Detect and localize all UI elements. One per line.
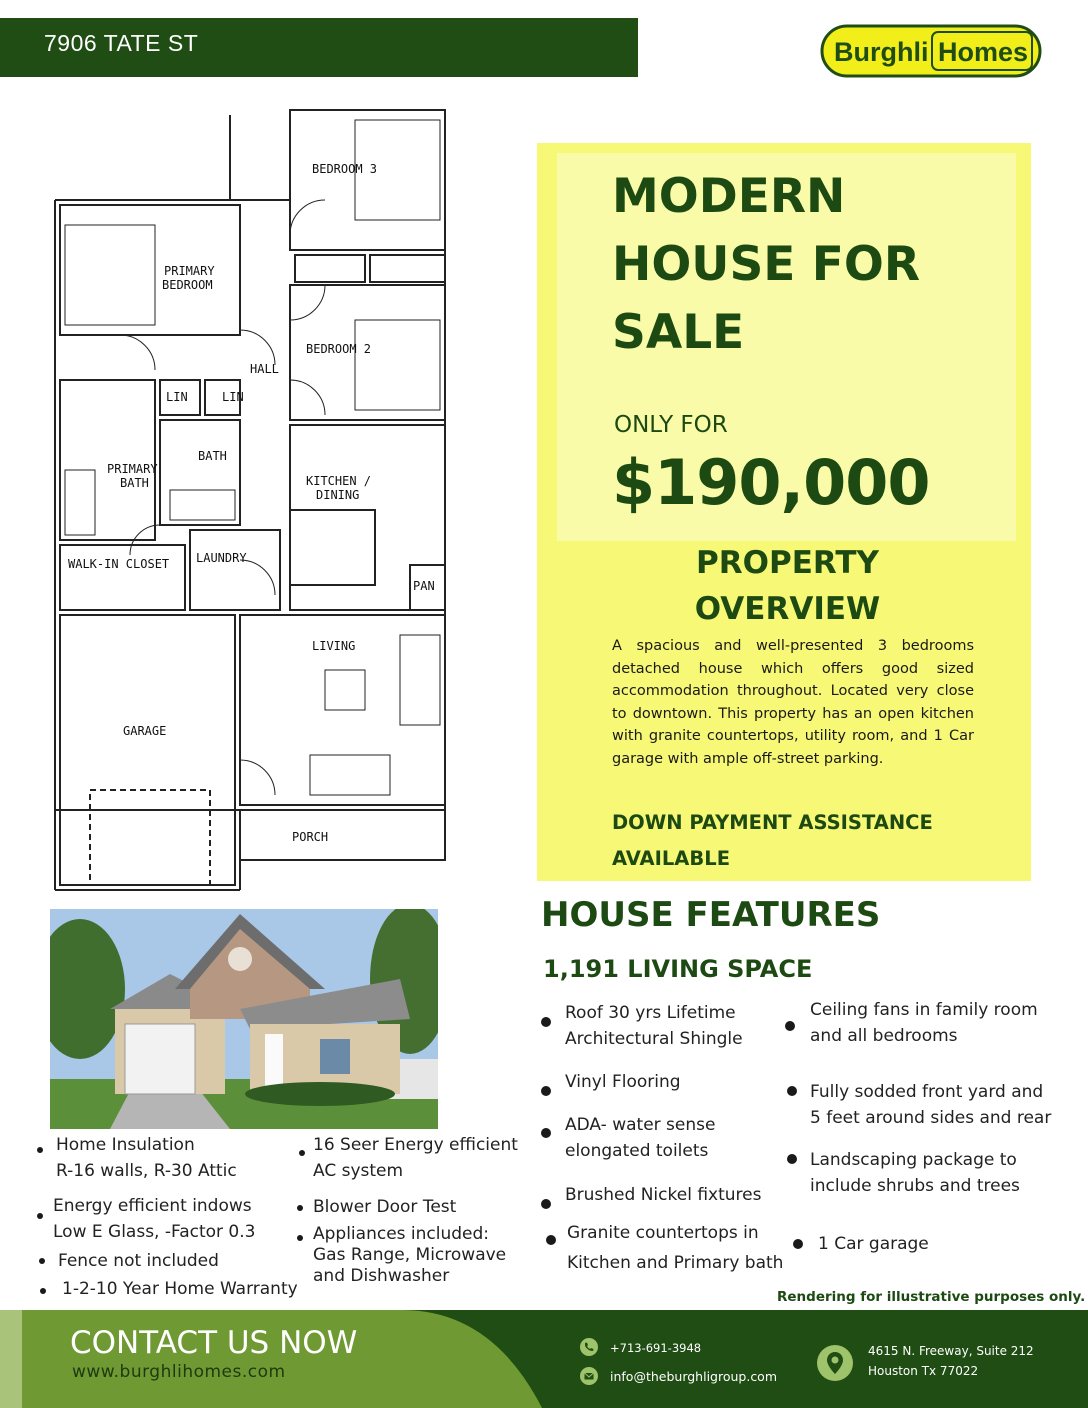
property-address: 7906 TATE ST [44,30,199,56]
feature-fence: Fence not included [58,1251,219,1271]
bullet [785,1021,795,1031]
feature-blower-door: Blower Door Test [313,1197,457,1217]
bullet [37,1213,43,1219]
bullet [787,1086,797,1096]
floorplan [50,105,460,895]
rendering-disclaimer: Rendering for illustrative purposes only. [777,1289,1086,1305]
bullet [299,1150,305,1156]
email-icon [580,1367,598,1385]
price: $190,000 [612,446,930,519]
room-pantry: PAN [413,579,435,593]
logo-text-left: Burghli [834,37,929,67]
feature-sodded-yard: Fully sodded front yard and 5 feet around sides and rear [810,1082,1052,1128]
overview-text: A spacious and well-presented 3 bedrooms detached house which offers good sized accommodation throughout. Located very close to downtown. This property has an open kitchen with granite countertops, utility room, and 1 Car garage with ample off-street parking. [612,638,974,767]
logo-text-right: Homes [938,37,1029,67]
bullet [541,1128,551,1138]
bullet [787,1154,797,1164]
room-primary-bath-line2: BATH [120,476,149,490]
office-address-line1: 4615 N. Freeway, Suite 212 [868,1344,1034,1358]
room-kitchen-line2: DINING [316,488,360,502]
room-primary-bedroom-line2: BEDROOM [162,278,213,292]
feature-insulation: Home Insulation R-16 walls, R-30 Attic [56,1135,237,1181]
location-pin-icon [817,1345,853,1381]
feature-landscaping: Landscaping package to include shrubs and trees [810,1150,1020,1196]
room-primary-bedroom-line1: PRIMARY [164,264,215,278]
bullet [297,1235,303,1241]
room-garage: GARAGE [123,724,167,738]
website-link[interactable]: www.burghlihomes.com [72,1362,286,1382]
feature-garage: 1 Car garage [818,1234,929,1254]
office-address-line2: Houston Tx 77022 [868,1364,979,1378]
living-space: 1,191 LIVING SPACE [543,955,813,983]
room-linen-2: LIN [222,390,244,404]
bullet [297,1205,303,1211]
phone-number[interactable]: +713-691-3948 [610,1341,702,1355]
room-laundry: LAUNDRY [196,551,247,565]
bullet [793,1239,803,1249]
email-address[interactable]: info@theburghligroup.com [610,1369,778,1384]
overview-heading: PROPERTY OVERVIEW [694,545,881,627]
bullet [546,1235,556,1245]
only-for-label: ONLY FOR [614,412,728,438]
bullet [39,1258,45,1264]
bullet [37,1147,43,1153]
room-bedroom-3: BEDROOM 3 [312,162,378,176]
room-hall: HALL [250,362,279,376]
feature-fixtures: Brushed Nickel fixtures [565,1185,762,1205]
feature-ac: 16 Seer Energy efficient AC system [313,1135,518,1181]
room-porch: PORCH [292,830,329,844]
room-bedroom-2: BEDROOM 2 [306,342,372,356]
feature-flooring: Vinyl Flooring [565,1072,681,1092]
feature-ceiling-fans: Ceiling fans in family room and all bedrooms [810,1000,1038,1046]
hero-title: MODERN HOUSE FOR SALE [612,169,921,360]
room-living: LIVING [312,639,356,653]
room-linen-1: LIN [166,390,188,404]
footer-accent [0,1310,22,1408]
features-heading: HOUSE FEATURES [541,895,881,935]
bullet [541,1199,551,1209]
feature-windows: Energy efficient indows Low E Glass, -Factor 0.3 [53,1196,256,1242]
feature-toilets: ADA- water sense elongated toilets [565,1115,716,1161]
bullet [40,1288,46,1294]
contact-heading: CONTACT US NOW [70,1325,358,1361]
house-rendering-image [50,909,438,1129]
burghli-homes-logo [820,24,1042,78]
feature-warranty: 1-2-10 Year Home Warranty [62,1279,298,1299]
room-primary-bath-line1: PRIMARY [107,462,158,476]
phone-icon [580,1338,598,1356]
bullet [541,1086,551,1096]
feature-granite: Granite countertops in Kitchen and Primary bath [567,1223,784,1273]
room-kitchen-line1: KITCHEN / [306,474,372,488]
down-payment-note: DOWN PAYMENT ASSISTANCE AVAILABLE [612,811,933,870]
room-walk-in-closet: WALK-IN CLOSET [68,557,170,571]
feature-roof: Roof 30 yrs Lifetime Architectural Shingle [565,1003,743,1049]
room-bath: BATH [198,449,227,463]
bullet [541,1017,551,1027]
feature-appliances: Appliances included: Gas Range, Microwave and Dishwasher [313,1224,507,1286]
